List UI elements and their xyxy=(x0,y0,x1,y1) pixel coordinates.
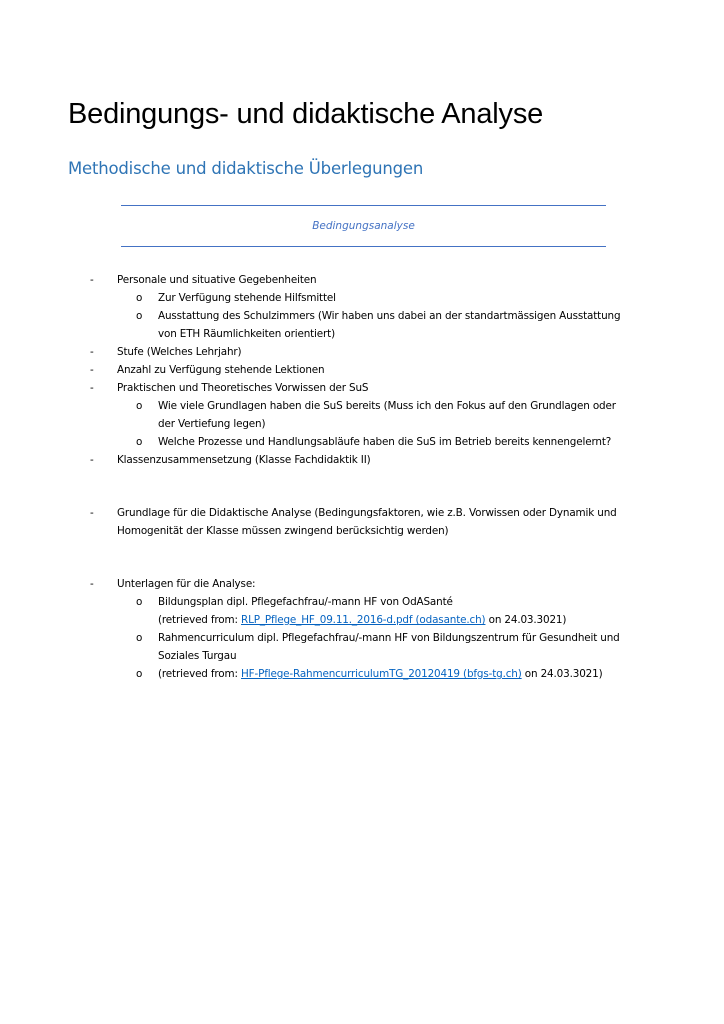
list-item-vorwissen: Praktischen und Theoretisches Vorwissen der SuS xyxy=(117,382,369,394)
list-item-unterlagen: Unterlagen für die Analyse: xyxy=(117,578,256,590)
document-title: Bedingungs- und didaktische Analyse xyxy=(68,98,544,130)
list-item-lektionen: Anzahl zu Verfügung stehende Lektionen xyxy=(117,364,325,376)
dash-marker: - xyxy=(90,507,94,519)
sub-item-bildungsplan: Bildungsplan dipl. Pflegefachfrau/-mann HF von OdASanté xyxy=(158,596,453,608)
circle-marker: o xyxy=(136,632,143,644)
list-item-grundlage-cont: Homogenität der Klasse müssen zwingend berücksichtig werden) xyxy=(117,525,449,537)
sub-item-prozesse: Welche Prozesse und Handlungsabläufe haben die SuS im Betrieb bereits kennengelernt? xyxy=(158,436,612,448)
circle-marker: o xyxy=(136,596,143,608)
box-title: Bedingungsanalyse xyxy=(312,220,415,232)
retrieved-suffix: on 24.03.3021) xyxy=(485,614,567,626)
sub-item-grundlagen: Wie viele Grundlagen haben die SuS bereits (Muss ich den Fokus auf den Grundlagen oder xyxy=(158,400,616,412)
circle-marker: o xyxy=(136,436,143,448)
retrieved-prefix: (retrieved from: xyxy=(158,614,241,626)
list-item-stufe: Stufe (Welches Lehrjahr) xyxy=(117,346,242,358)
sub-item-retrieved-1 xyxy=(158,611,566,629)
sub-item-hilfsmittel: Zur Verfügung stehende Hilfsmittel xyxy=(158,292,336,304)
dash-marker: - xyxy=(90,454,94,466)
sub-item-rahmencurriculum-cont: Soziales Turgau xyxy=(158,650,237,662)
dash-marker: - xyxy=(90,274,94,286)
list-item-personale: Personale und situative Gegebenheiten xyxy=(117,274,317,286)
bfgs-link[interactable]: HF-Pflege-RahmencurriculumTG_20120419 (bfgs-tg.ch) xyxy=(241,668,522,680)
dash-marker: - xyxy=(90,578,94,590)
circle-marker: o xyxy=(136,668,143,680)
circle-marker: o xyxy=(136,400,143,412)
sub-item-retrieved-2 xyxy=(158,665,603,683)
box-bottom-rule xyxy=(121,246,606,247)
sub-item-ausstattung-cont: von ETH Räumlichkeiten orientiert) xyxy=(158,328,335,340)
circle-marker: o xyxy=(136,292,143,304)
list-item-grundlage: Grundlage für die Didaktische Analyse (Bedingungsfaktoren, wie z.B. Vorwissen oder Dynamik und xyxy=(117,507,617,519)
sub-item-ausstattung: Ausstattung des Schulzimmers (Wir haben uns dabei an der standartmässigen Ausstattung xyxy=(158,310,621,322)
sub-item-grundlagen-cont: der Vertiefung legen) xyxy=(158,418,266,430)
dash-marker: - xyxy=(90,346,94,358)
sub-item-rahmencurriculum: Rahmencurriculum dipl. Pflegefachfrau/-mann HF von Bildungszentrum für Gesundheit und xyxy=(158,632,620,644)
retrieved-prefix: (retrieved from: xyxy=(158,668,241,680)
dash-marker: - xyxy=(90,382,94,394)
dash-marker: - xyxy=(90,364,94,376)
section-heading: Methodische und didaktische Überlegungen xyxy=(68,159,424,178)
list-item-klasse: Klassenzusammensetzung (Klasse Fachdidaktik II) xyxy=(117,454,371,466)
box-top-rule xyxy=(121,205,606,206)
retrieved-suffix: on 24.03.3021) xyxy=(521,668,603,680)
odasante-link[interactable]: RLP_Pflege_HF_09.11._2016-d.pdf (odasante.ch) xyxy=(241,614,486,626)
circle-marker: o xyxy=(136,310,143,322)
